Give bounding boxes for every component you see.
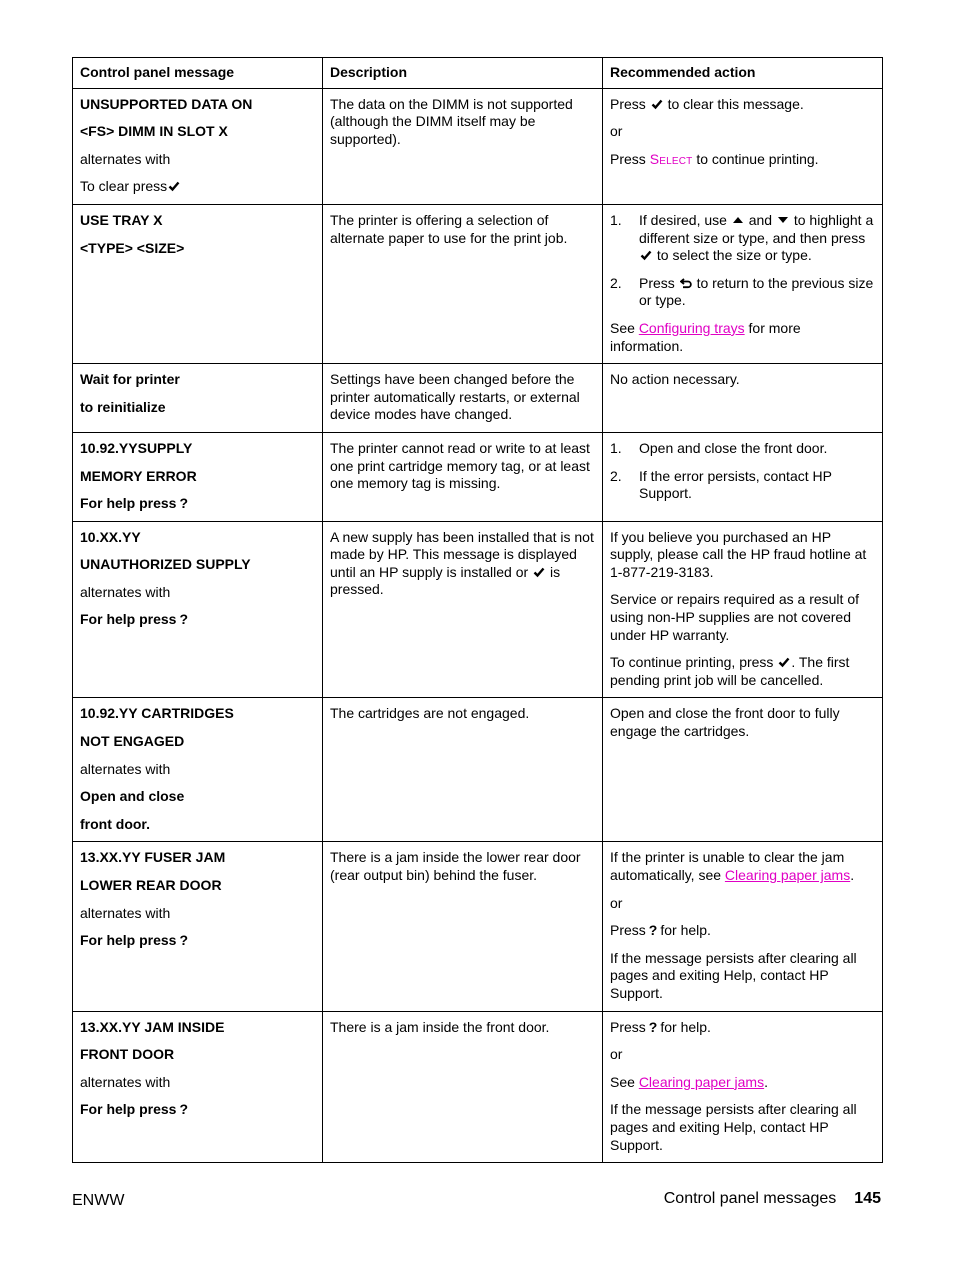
message-line: front door. <box>80 815 150 832</box>
checkmark-icon <box>533 566 545 578</box>
message-cell <box>73 88 323 204</box>
description-cell <box>323 521 603 698</box>
description-cell <box>323 364 603 433</box>
action-line: Service or repairs required as a result of using non-HP supplies are not covered under HP warranty. <box>610 591 859 643</box>
table-row <box>73 364 883 433</box>
action-line: or <box>610 1046 623 1063</box>
action-cell <box>603 1011 883 1163</box>
message-line: 10.XX.YY <box>80 528 141 545</box>
message-cell <box>73 364 323 433</box>
question-mark-icon: ? <box>179 611 189 628</box>
message-line: For help press ? <box>80 495 189 512</box>
list-item: 1. Open and close the front door. <box>610 439 828 456</box>
list-item: 2. If the error persists, contact HP Support. <box>610 467 832 502</box>
message-cell <box>73 1011 323 1163</box>
description-cell <box>323 698 603 842</box>
question-mark-icon: ? <box>648 922 658 939</box>
description-cell <box>323 204 603 363</box>
question-mark-icon: ? <box>179 932 189 949</box>
checkmark-icon <box>651 98 663 110</box>
description-cell <box>323 842 603 1011</box>
message-cell <box>73 432 323 521</box>
description-cell <box>323 88 603 204</box>
footer-section <box>664 1190 881 1208</box>
action-cell <box>603 432 883 521</box>
description-text: A new supply has been installed that is not made by HP. This message is displayed until an HP supply is installed or is pressed. <box>330 528 594 598</box>
message-line <box>80 178 315 196</box>
message-line: Open and close <box>80 788 185 805</box>
footer-section-title: Control panel messages <box>663 1190 837 1207</box>
question-mark-icon: ? <box>179 495 189 512</box>
table-row <box>73 204 883 363</box>
back-arrow-icon <box>680 277 692 289</box>
action-cell <box>603 88 883 204</box>
description-cell <box>323 1011 603 1163</box>
checkmark-icon <box>778 656 790 668</box>
action-cell <box>603 364 883 433</box>
message-line: <TYPE> <SIZE> <box>80 239 185 256</box>
message-line: <FS> DIMM IN SLOT X <box>80 123 228 140</box>
action-line: Press ? for help. <box>610 922 711 939</box>
clearing-paper-jams-link[interactable]: Clearing paper jams <box>724 867 851 883</box>
description-text: The cartridges are not engaged. <box>330 705 530 722</box>
footer-doc-code: ENWW <box>72 1192 125 1209</box>
question-mark-icon: ? <box>179 1101 189 1118</box>
action-line: No action necessary. <box>610 371 740 388</box>
header-recommended-action: Recommended action <box>603 58 883 89</box>
clearing-paper-jams-link[interactable]: Clearing paper jams <box>638 1073 765 1090</box>
message-line: FRONT DOOR <box>80 1046 175 1063</box>
message-line: alternates with <box>80 760 171 777</box>
action-steps <box>610 440 875 503</box>
header-description: Description <box>323 58 603 89</box>
table-row <box>73 1011 883 1163</box>
action-line: or <box>610 123 623 140</box>
action-line: Press ? for help. <box>610 1018 711 1035</box>
table-row <box>73 521 883 698</box>
list-item: 1. If desired, use and to highlight a different size or type, and then press to select the size or type. <box>610 211 874 264</box>
checkmark-icon <box>640 249 652 261</box>
action-steps <box>610 212 875 310</box>
action-line: or <box>610 894 623 911</box>
action-line: If the message persists after clearing all pages and exiting Help, contact HP Support. <box>610 1101 857 1153</box>
message-cell <box>73 842 323 1011</box>
description-text: There is a jam inside the front door. <box>330 1018 550 1035</box>
message-cell <box>73 521 323 698</box>
message-line: alternates with <box>80 1073 171 1090</box>
action-line: See Configuring trays for more information. <box>610 319 801 354</box>
description-text: Settings have been changed before the printer automatically restarts, or external device modes have changed. <box>330 371 580 423</box>
header-control-panel-message: Control panel message <box>73 58 323 89</box>
action-line: To continue printing, press . The first pending print job will be cancelled. <box>610 654 850 688</box>
action-line: Press Select to continue printing. <box>610 150 819 167</box>
message-line: MEMORY ERROR <box>80 467 197 484</box>
action-line: See Clearing paper jams. <box>610 1073 768 1090</box>
message-line: alternates with <box>80 583 171 600</box>
action-cell <box>603 698 883 842</box>
control-panel-messages-table <box>72 57 883 1163</box>
select-key-label: Select <box>649 150 693 167</box>
message-line: 10.92.YY CARTRIDGES <box>80 705 234 722</box>
message-line: 10.92.YYSUPPLY <box>80 439 193 456</box>
message-line: LOWER REAR DOOR <box>80 877 222 893</box>
message-line: UNAUTHORIZED SUPPLY <box>80 556 251 573</box>
table-row <box>73 698 883 842</box>
description-text: There is a jam inside the lower rear door (rear output bin) behind the fuser. <box>330 849 581 883</box>
description-text: The printer is offering a selection of alternate paper to use for the print job. <box>330 211 568 246</box>
message-line: For help press ? <box>80 932 189 949</box>
description-cell <box>323 432 603 521</box>
action-line: Open and close the front door to fully engage the cartridges. <box>610 705 840 740</box>
message-line: UNSUPPORTED DATA ON <box>80 95 253 112</box>
table-header-row <box>73 58 883 89</box>
down-arrow-icon <box>777 214 789 226</box>
page-number: 145 <box>854 1190 881 1207</box>
message-line: 13.XX.YY FUSER JAM <box>80 849 226 866</box>
up-arrow-icon <box>732 214 744 226</box>
message-text: To clear press <box>80 178 168 195</box>
message-line: For help press ? <box>80 611 189 628</box>
action-cell <box>603 521 883 698</box>
action-line: Press to clear this message. <box>610 95 804 112</box>
message-cell <box>73 204 323 363</box>
action-line: If the printer is unable to clear the jam automatically, see Clearing paper jams. <box>610 849 855 883</box>
description-text: The data on the DIMM is not supported (although the DIMM itself may be supported). <box>330 95 573 147</box>
message-line: alternates with <box>80 904 171 921</box>
action-cell <box>603 842 883 1011</box>
checkmark-icon <box>168 180 180 192</box>
configuring-trays-link[interactable]: Configuring trays <box>638 319 745 336</box>
action-cell <box>603 204 883 363</box>
message-line: For help press ? <box>80 1101 189 1118</box>
message-line: USE TRAY X <box>80 211 163 228</box>
message-line: alternates with <box>80 150 171 167</box>
message-line: Wait for printer <box>80 371 180 388</box>
message-line: to reinitialize <box>80 398 166 415</box>
list-item: 2. Press to return to the previous size or type. <box>610 274 874 309</box>
message-cell <box>73 698 323 842</box>
action-line: If the message persists after clearing all pages and exiting Help, contact HP Support. <box>610 949 857 1001</box>
table-row <box>73 88 883 204</box>
table-row <box>73 842 883 1011</box>
action-line: If you believe you purchased an HP supply, please call the HP fraud hotline at 1-877-219-3183. <box>610 528 867 580</box>
question-mark-icon: ? <box>648 1018 658 1035</box>
description-text: The printer cannot read or write to at least one print cartridge memory tag, or at least one memory tag is missing. <box>330 439 590 492</box>
message-line: NOT ENGAGED <box>80 733 185 750</box>
message-line: 13.XX.YY JAM INSIDE <box>80 1018 225 1035</box>
table-row <box>73 432 883 521</box>
